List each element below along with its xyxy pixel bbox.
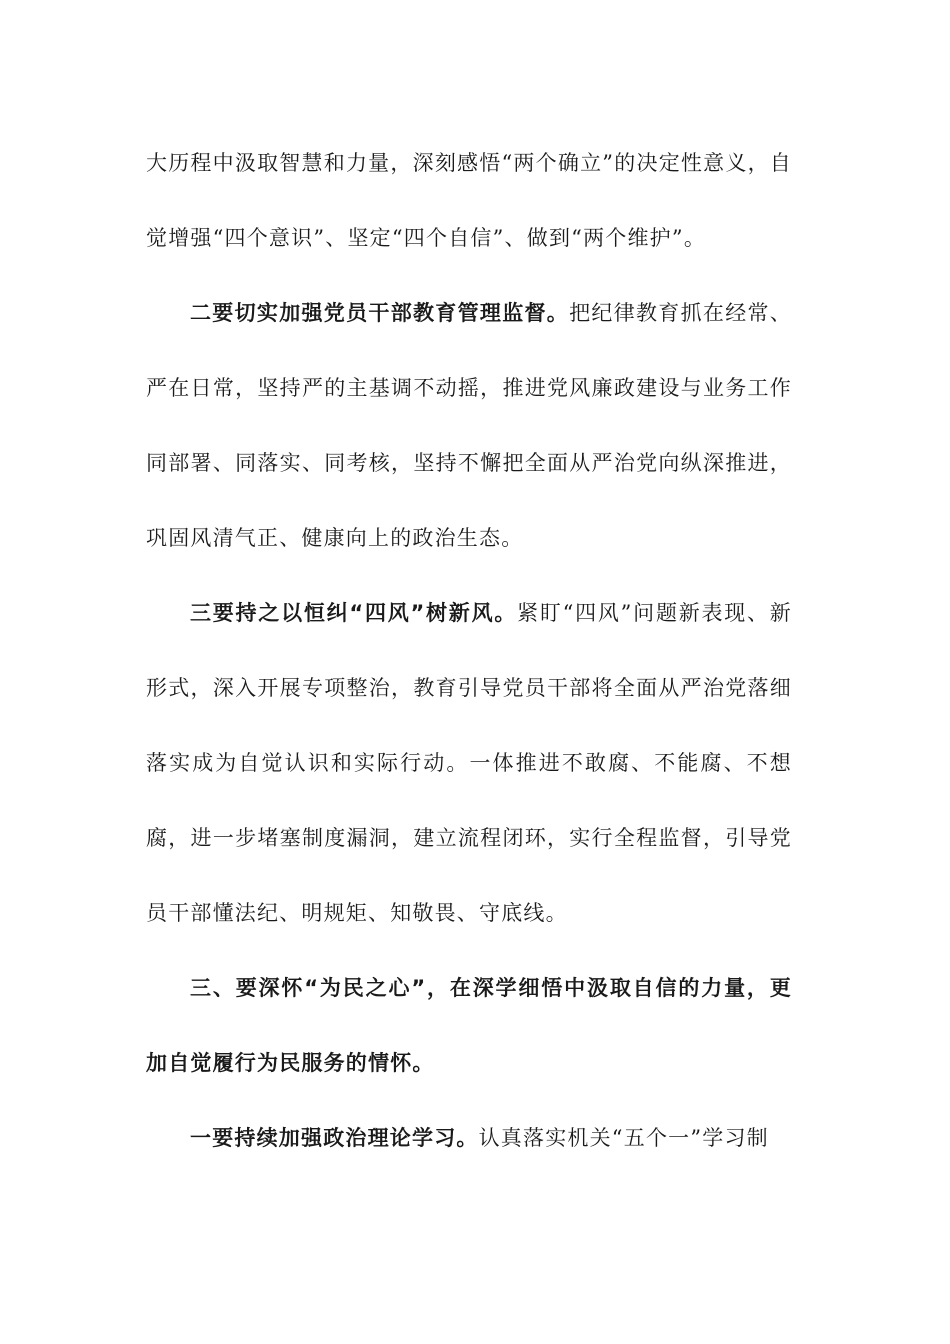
paragraph-lead: 一要持续加强政治理论学习。 [190, 1126, 479, 1150]
paragraph-text: 大历程中汲取智慧和力量，深刻感悟“两个确立”的决定性意义，自觉增强“四个意识”、坚定“四个自信”、做到“两个维护”。 [146, 151, 792, 250]
paragraph-theory-study [146, 1101, 792, 1176]
paragraph-text: 紧盯“四风”问题新表现、新形式，深入开展专项整治，教育引导党员干部将全面从严治党落细落实成为自觉认识和实际行动。一体推进不敢腐、不能腐、不想腐，进一步堵塞制度漏洞，建立流程闭环，实行全程监督，引导党员干部懂法纪、明规矩、知敬畏、守底线。 [146, 601, 792, 925]
paragraph-text: 把纪律教育抓在经常、严在日常，坚持严的主基调不动摇，推进党风廉政建设与业务工作同部署、同落实、同考核，坚持不懈把全面从严治党向纵深推进，巩固风清气正、健康向上的政治生态。 [146, 301, 793, 550]
paragraph-text: 认真落实机关“五个一”学习制 [478, 1126, 769, 1150]
section-heading: 三、要深怀“为民之心”，在深学细悟中汲取自信的力量，更加自觉履行为民服务的情怀。 [146, 976, 792, 1075]
paragraph-education-supervision [146, 276, 792, 576]
paragraph-four-styles [146, 576, 792, 951]
paragraph-lead: 二要切实加强党员干部教育管理监督。 [190, 301, 570, 325]
document-body [146, 126, 792, 1176]
paragraph-lead: 三要持之以恒纠“四风”树新风。 [190, 601, 518, 625]
paragraph-continuation [146, 126, 792, 276]
